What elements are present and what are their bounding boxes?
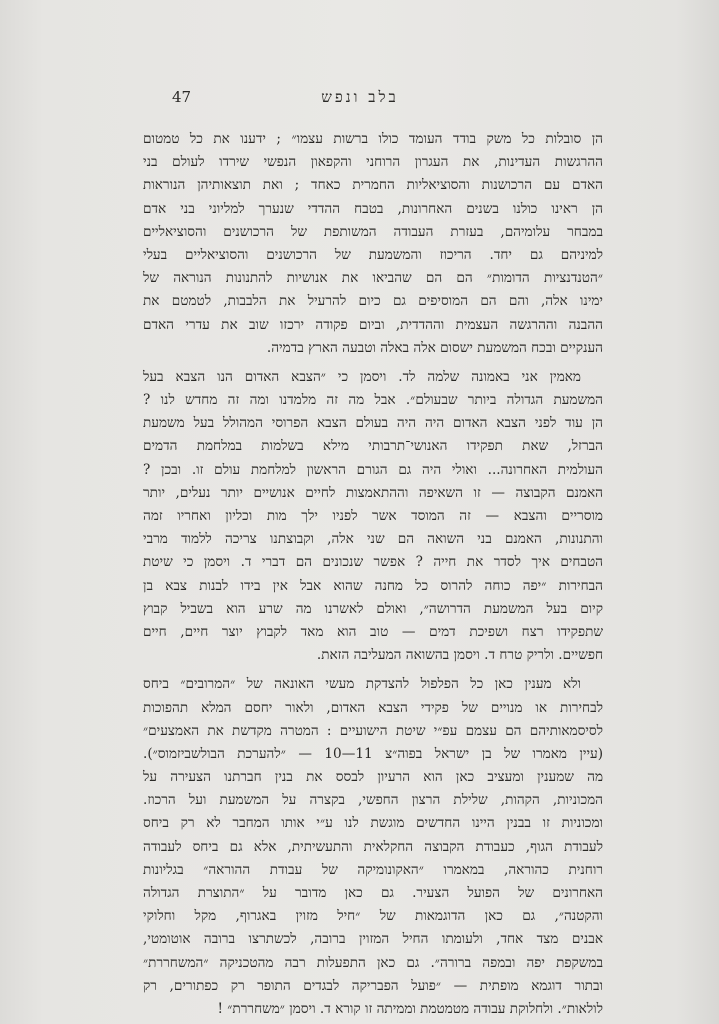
text-line: המכוניות, הקהות, שלילת הרצון החפשי, בקצרה על המשמעת ועל הרכוז. [143, 792, 603, 809]
body-text [143, 128, 603, 1021]
paragraph-3 [143, 673, 603, 1021]
text-line: הבחירות ״יפה כוחה להרוס כל מחנה שהוא אבל אין בידו לבנות צבא בן [143, 577, 603, 594]
text-line: קיום בעל המשמעת הדרושה״, ואולם לאשרנו מה שרע הוא בשביל קבוץ [143, 600, 603, 617]
text-line: למיניהם גם יחד. הריכוז והמשמעת של הרכושנים והסוציאליים בעלי [143, 246, 603, 263]
text-line: והתנונות, האמנם בני השואה הם שני אלה, וקבוצתנו צריכה ללמוד מרבי [143, 531, 603, 548]
text-line: הן סובלות כל משק בודד העומד כולו ברשות עצמו״ ; ידענו את כל טמטום [143, 131, 603, 147]
text-line: אבנים מצד אחד, ולעומתו החיל המזוין ברובה, לכשתרצו ברובה אוטומטי, [143, 931, 603, 948]
text-line: חפשיים. ולריק טרח ד. ויסמן בהשואה המעליבה הזאת. [316, 647, 603, 664]
text-line: המשמעת הגדולה ביותר שבעולם״. אבל מה זה מלמדנו ומה זה מחדש לנו ? [143, 392, 603, 409]
text-line: רוחנית כהוראה, במאמרו ״האקונומיקה של עבודת ההוראה״ בגליונות [143, 861, 603, 878]
text-line: ההרגשות העדינות, את העגרון הרוחני והקפאון הנפשי שירדו לעולם בני [143, 154, 603, 171]
text-line: הטבחים איך לסדר את חייה ? אפשר שנכונים הם דברי ד. ויסמן כי שיטת [143, 554, 603, 571]
text-line: הן עוד לפני הצבא האדום היה היה בעולם הצבא הפרוסי המהולל בעל משמעת [143, 415, 603, 432]
text-line: ״הטנדנציות הדומות״ הם הם שהביאו את אנושיות להתנונות הנוראה של [143, 270, 603, 287]
text-line: ולא מענין כאן כל הפלפול להצדקת מעשי האונאה של ״המרובים״ ביחס [143, 676, 581, 693]
text-line: הענקיים ובכח המשמעת ישסום אלה באלה וטבעה הארץ בדמיה. [266, 339, 603, 356]
running-title: בלב ונפש [321, 88, 399, 106]
text-line: במבחר עלומיהם, בעזרת העבודה המשותפת של הרכושנים והסוציאליים [143, 223, 603, 240]
text-line: במשקפת יפה ובמפה ברורה״. גם כאן התפעלות רבה מהטכניקה ״המשחררת״ [143, 954, 603, 971]
text-line: מה שמענין ומעציב כאן הוא הרעיון לבסס את בנין חברתנו הצעירה על [143, 769, 603, 786]
text-line: לסיסמאותיהם הם עצמם עפ״י שיטת הישועיים : המטרה מקדשת את האמצעים״ [143, 722, 603, 739]
page-number: 47 [172, 88, 192, 106]
text-line: ההבנה וההרגשה העצמית וההדדית, וביום פקודה ירכזו שוב את עדרי האדם [143, 316, 603, 333]
text-line: מוסריים והצבא — זה המוסד אשר לפניו ילך מות וכליון ואחריו זמה [143, 508, 603, 524]
text-line: ומכוניות זו בבנין היינו החדשים מוגשת לנו ע״י אותו המחבר לא רק ביחס [143, 815, 603, 832]
text-line: והקטנה״, גם כאן הדוגמאות של ״חיל מזוין באגרוף, מקל וחלוקי [143, 908, 603, 925]
text-line: שתפקידו רצח ושפיכת דמים — טוב הוא מאד לקבוץ יוצר חיים, חיים [143, 623, 603, 640]
text-line: לולאות״. ולחלוקת עבודה מטמטמת וממיתה זו קורא ד. ויסמן ״משחררת״ ! [217, 1000, 603, 1017]
text-line: ובתור דוגמא מופתית — ״פועל הפבריקה לבגדים התופר רק כפתורים, רק [143, 977, 603, 994]
text-line: העולמית האחרונה... ואולי היה גם הגורם הראשון למלחמת עולם זו. ובכן ? [143, 461, 603, 478]
text-line: הברזל, שאת תפקידו האנושי־תרבותי מילא בשלמות במלחמת הדמים [143, 438, 603, 455]
text-line: לעבודת הגוף, כעבודת הקבוצה החקלאית והתעשיתית, אלא גם ביחס לעבודה [143, 838, 603, 855]
text-line: ימינו אלה, והם הם המוסיפים גם כיום להרעיל את הלבבות, לטמטם את [143, 293, 603, 310]
paragraph-1 [143, 128, 603, 360]
paragraph-2 [143, 366, 603, 667]
text-line: האדם עם הרכושנות והסוציאליות החמרית כאחד ; ואת תוצאותיהן הנוראות [143, 177, 603, 194]
text-line: האחרונים של הפועל הצעיר. גם כאן מדובר על ״התוצרת הגדולה [143, 885, 603, 901]
text-line: מאמין אני באמונה שלמה לד. ויסמן כי ״הצבא האדום הנו הצבא בעל [143, 368, 581, 385]
text-line: הן ראינו כולנו בשנים האחרונות, בטבח ההדדי שנערך למליוני בני אדם [143, 200, 603, 217]
text-line: לבחירות או מנויים של פקידי הצבא האדום, ולאור יחסם המלא תהפוכות [143, 699, 603, 716]
text-line: האמנם הקבוצה — זו השאיפה וההתאמצות לחיים אנושיים יותר נעלים, יותר [143, 484, 603, 501]
text-line: (עיין מאמרו של בן ישראל בפוה״צ 11—10 — ״להערכת הבולשביזמוס״). [143, 745, 603, 762]
